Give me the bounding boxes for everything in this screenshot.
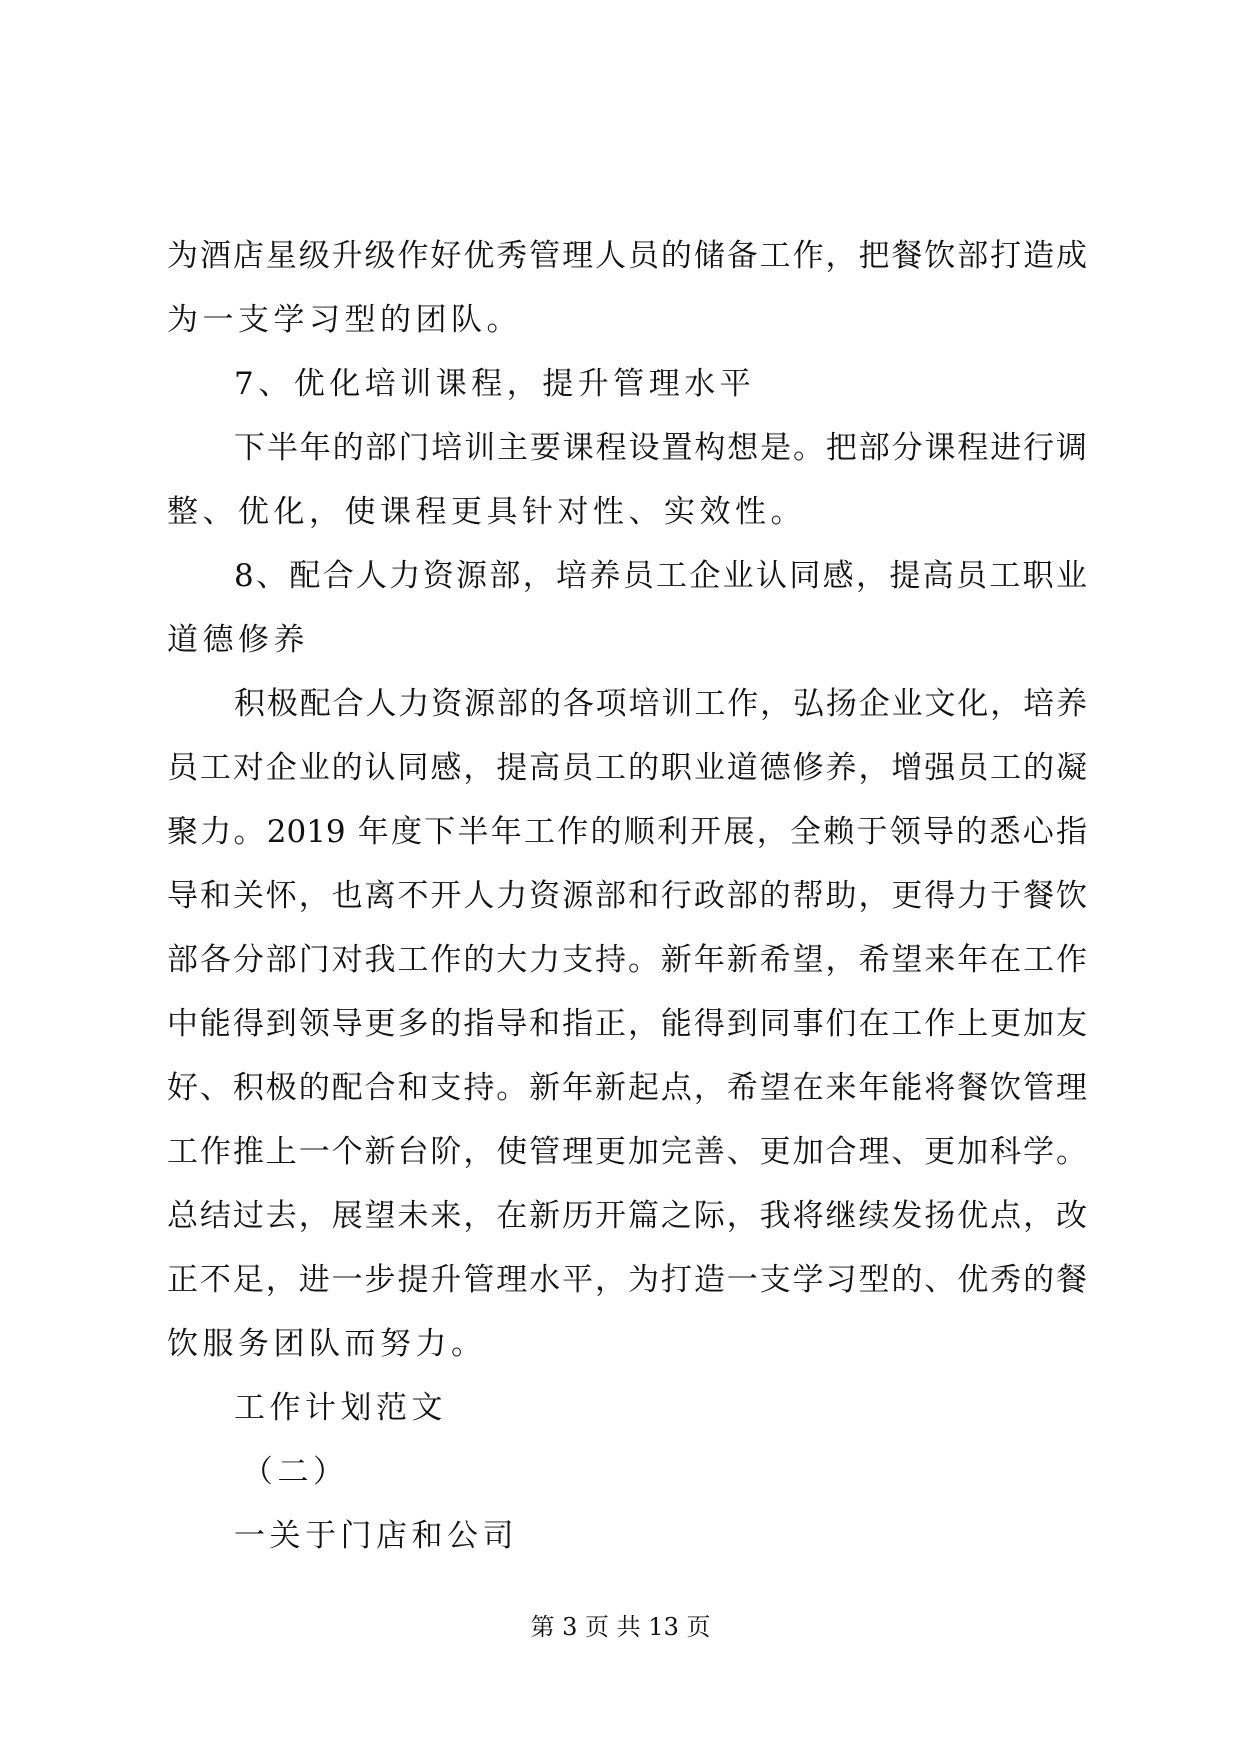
text-line: 整、优化，使课程更具针对性、实效性。 bbox=[167, 494, 806, 530]
section-heading-continued: 道德修养 bbox=[167, 622, 309, 658]
text-line: 导和关怀，也离不开人力资源部和行政部的帮助，更得力于餐饮 bbox=[167, 878, 1087, 914]
text-line: 中能得到领导更多的指导和指正，能得到同事们在工作上更加友 bbox=[167, 1006, 1087, 1042]
text-line: 饮服务团队而努力。 bbox=[167, 1326, 487, 1362]
section-number: （二） bbox=[242, 1454, 349, 1490]
document-body bbox=[167, 224, 1087, 1568]
text-line: 工作推上一个新台阶，使管理更加完善、更加合理、更加科学。 bbox=[167, 1134, 1087, 1170]
page-number: 第 3 页 共 13 页 bbox=[530, 1613, 711, 1641]
text-line: 部各分部门对我工作的大力支持。新年新希望，希望来年在工作 bbox=[167, 942, 1087, 978]
section-heading: 7、优化培训课程，提升管理水平 bbox=[234, 366, 756, 402]
text-line: 员工对企业的认同感，提高员工的职业道德修养，增强员工的凝 bbox=[167, 750, 1087, 786]
text-line: 总结过去，展望未来，在新历开篇之际，我将继续发扬优点，改 bbox=[167, 1198, 1087, 1234]
text-line: 为一支学习型的团队。 bbox=[167, 302, 522, 338]
text-line: 正不足，进一步提升管理水平，为打造一支学习型的、优秀的餐 bbox=[167, 1262, 1087, 1298]
text-line: 为酒店星级升级作好优秀管理人员的储备工作，把餐饮部打造成 bbox=[167, 238, 1087, 274]
text-line: 聚力。2019 年度下半年工作的顺利开展，全赖于领导的悉心指 bbox=[167, 814, 1087, 850]
section-heading: 8、配合人力资源部，培养员工企业认同感，提高员工职业 bbox=[234, 558, 1087, 594]
subsection-heading: 一关于门店和公司 bbox=[234, 1518, 518, 1554]
text-line: 积极配合人力资源部的各项培训工作，弘扬企业文化，培养 bbox=[234, 686, 1087, 722]
section-title: 工作计划范文 bbox=[234, 1390, 447, 1426]
text-line: 好、积极的配合和支持。新年新起点，希望在来年能将餐饮管理 bbox=[167, 1070, 1087, 1106]
text-line: 下半年的部门培训主要课程设置构想是。把部分课程进行调 bbox=[234, 430, 1087, 466]
